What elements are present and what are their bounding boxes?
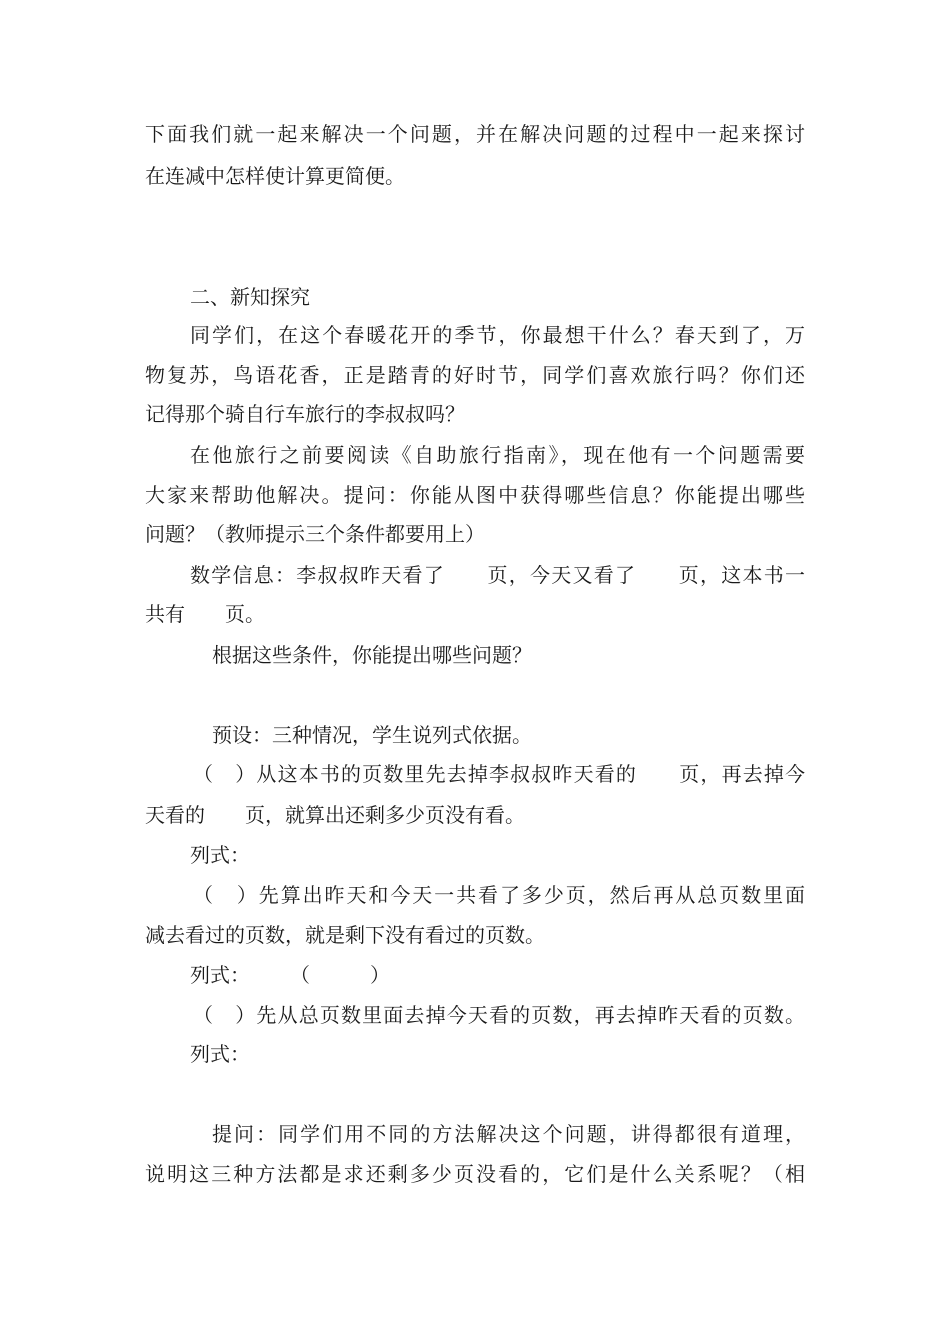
text-line-5: 物复苏，鸟语花香，正是踏青的好时节，同学们喜欢旅行吗？你们还: [145, 363, 805, 387]
text-line-18: 减去看过的页数，就是剩下没有看过的页数。: [145, 923, 545, 947]
text-line-7: 在他旅行之前要阅读《自助旅行指南》，现在他有一个问题需要: [190, 443, 805, 467]
text-line-20: （ ）先从总页数里面去掉今天看的页数，再去掉昨天看的页数。: [193, 1003, 805, 1027]
text-line-4: 同学们，在这个春暖花开的季节，你最想干什么？春天到了，万: [190, 323, 805, 347]
text-line-13: 预设：三种情况，学生说列式依据。: [212, 723, 532, 747]
text-line-14: （ ）从这本书的页数里先去掉李叔叔昨天看的 页，再去掉今: [193, 762, 805, 786]
section-heading: 二、新知探究: [190, 285, 310, 309]
text-line-15: 天看的 页，就算出还剩多少页没有看。: [145, 803, 525, 827]
text-line-23: 说明这三种方法都是求还剩多少页没看的，它们是什么关系呢？（相: [145, 1162, 805, 1186]
text-line-19: 列式： （ ）: [190, 963, 390, 987]
text-line-10: 数学信息：李叔叔昨天看了 页，今天又看了 页，这本书一: [190, 563, 805, 587]
text-line-16: 列式：: [190, 843, 250, 867]
text-line-1: 下面我们就一起来解决一个问题，并在解决问题的过程中一起来探讨: [145, 122, 805, 146]
text-line-22: 提问：同学们用不同的方法解决这个问题，讲得都很有道理，: [212, 1122, 805, 1146]
text-line-2: 在连减中怎样使计算更简便。: [145, 164, 405, 188]
text-line-21: 列式：: [190, 1042, 250, 1066]
text-line-11: 共有 页。: [145, 602, 265, 626]
text-line-12: 根据这些条件，你能提出哪些问题？: [212, 643, 532, 667]
text-line-17: （ ）先算出昨天和今天一共看了多少页，然后再从总页数里面: [193, 883, 805, 907]
text-line-8: 大家来帮助他解决。提问：你能从图中获得哪些信息？你能提出哪些: [145, 483, 805, 507]
text-line-9: 问题？（教师提示三个条件都要用上）: [145, 522, 485, 546]
text-line-6: 记得那个骑自行车旅行的李叔叔吗？: [145, 402, 465, 426]
